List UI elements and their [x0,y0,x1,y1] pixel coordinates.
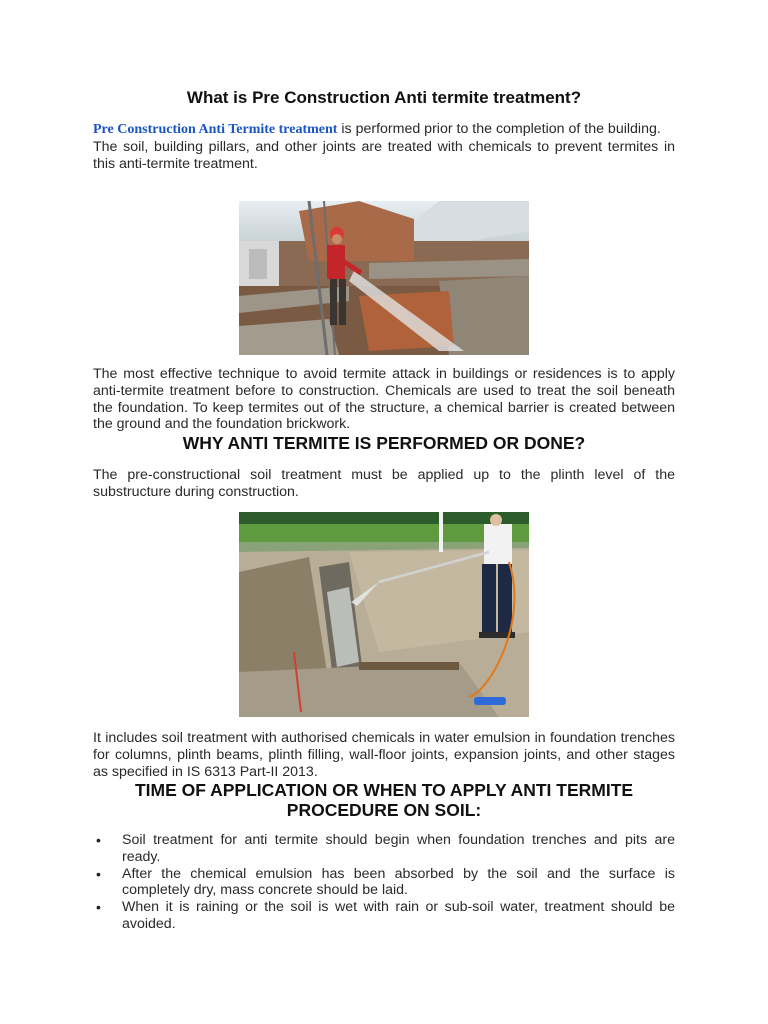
intro-paragraph [93,121,675,172]
technique-paragraph: The most effective technique to avoid termite attack in buildings or residences is to apply anti-termite treatment before to construction. Chemicals are used to treat the soil beneath the foundation. To keep termites out of the structure, a chemical barrier is created between the ground and the foundation brickwork. [93,366,675,433]
photo-2-illustration [239,512,529,717]
page-title: What is Pre Construction Anti termite treatment? [186,88,582,107]
intro-line-2: The soil, building pillars, and other joints are treated with chemicals to prevent termites in this anti-termite treatment. [93,138,675,172]
soil-treatment-paragraph: It includes soil treatment with authorised chemicals in water emulsion in foundation trenches for columns, plinth beams, plinth filling, wall-floor joints, expansion joints, and other stages as specified in IS 6313 Part-II 2013. [93,730,675,780]
time-of-application-heading: TIME OF APPLICATION OR WHEN TO APPLY ANTI TERMITE PROCEDURE ON SOIL: [134,780,634,820]
anti-termite-link[interactable]: Pre Construction Anti Termite treatment [93,122,338,137]
intro-text: is performed prior to the completion of the building. [337,121,661,137]
application-bullet-list [93,832,675,933]
bullet-item: • Soil treatment for anti termite should begin when foundation trenches and pits are ready. [93,832,675,866]
application-paragraph: The pre-constructional soil treatment must be applied up to the plinth level of the substructure during construction. [93,467,675,500]
photo-1-illustration [239,201,529,355]
worker-spraying-foundation-photo [239,201,529,355]
bullet-item: • After the chemical emulsion has been absorbed by the soil and the surface is completely dry, mass concrete should be laid. [93,866,675,900]
worker-spraying-trench-photo [239,512,529,717]
bullet-item: • When it is raining or the soil is wet with rain or sub-soil water, treatment should be avoided. [93,899,675,933]
why-heading: WHY ANTI TERMITE IS PERFORMED OR DONE? [182,433,586,453]
